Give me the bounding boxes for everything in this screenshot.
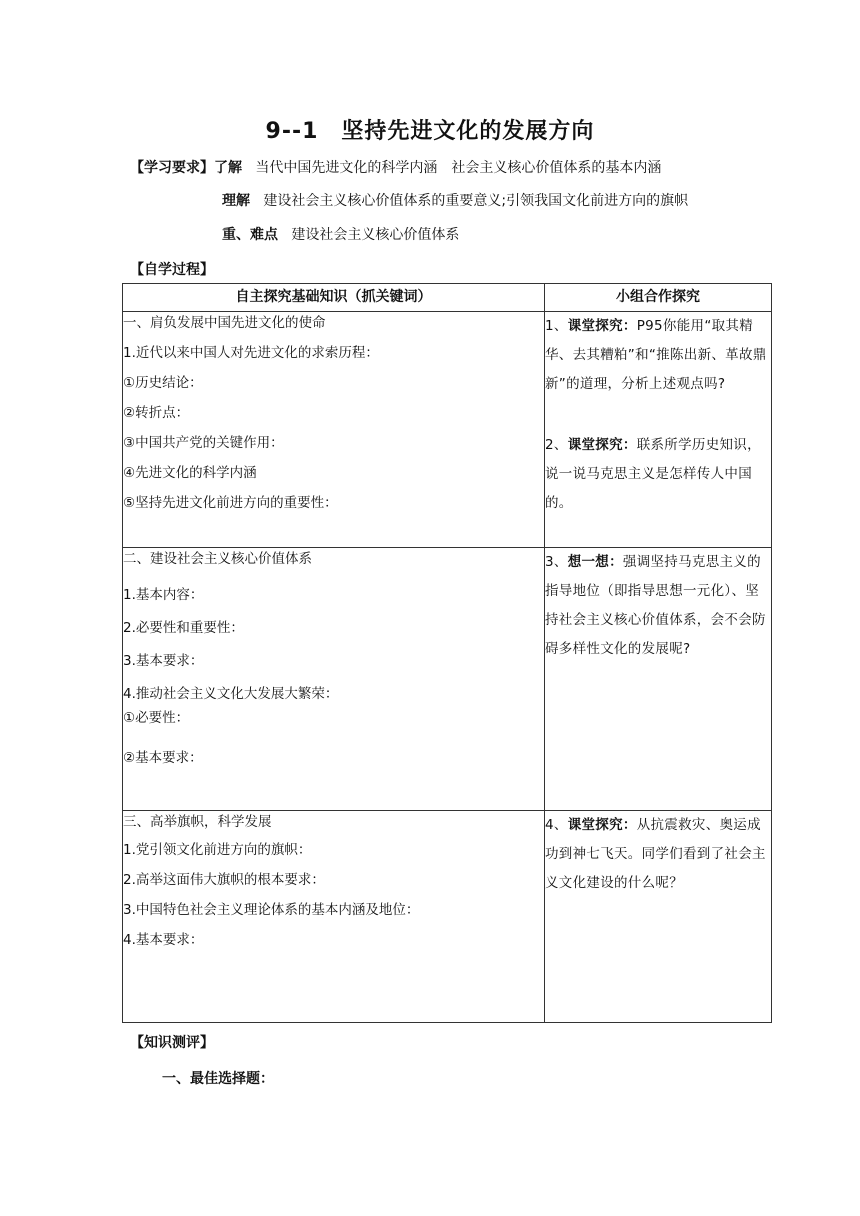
study-table bbox=[122, 283, 772, 1023]
section-1-right bbox=[545, 312, 772, 548]
key-label: 重、难点 bbox=[222, 227, 278, 243]
requirements-label: 【学习要求】 bbox=[130, 160, 214, 176]
section-2-line: 4.推动社会主义文化大发展大繁荣： bbox=[123, 686, 339, 702]
section-1-line: ④先进文化的科学内涵 bbox=[123, 465, 257, 481]
requirements-line-3 bbox=[222, 224, 459, 244]
section-2-line: ②基本要求： bbox=[123, 750, 203, 766]
section-2-line: 1.基本内容： bbox=[123, 587, 204, 603]
self-study-heading: 【自学过程】 bbox=[130, 262, 214, 278]
section-1-line: 1.近代以来中国人对先进文化的求索历程： bbox=[123, 345, 379, 361]
page-title: 9--1 坚持先进文化的发展方向 bbox=[265, 119, 595, 144]
section-1-line: ②转折点： bbox=[123, 405, 190, 421]
understand-label: 了解 bbox=[214, 160, 242, 176]
section-1-line: ③中国共产党的关键作用： bbox=[123, 435, 284, 451]
section-1-line: ①历史结论： bbox=[123, 375, 203, 391]
test-heading: 【知识测评】 bbox=[130, 1035, 214, 1051]
inquiry-1: 1、课堂探究：P95你能用“取其精华、去其糟粕”和“推陈出新、革故鼎新”的道理，分析上述观点吗? bbox=[545, 318, 767, 392]
section-1-line: 一、肩负发展中国先进文化的使命 bbox=[123, 315, 326, 331]
inquiry-2: 2、课堂探究：联系所学历史知识，说一说马克思主义是怎样传人中国的。 bbox=[545, 437, 761, 511]
key-text: 建设社会主义核心价值体系 bbox=[291, 227, 460, 243]
section-3-line: 2.高举这面伟大旗帜的根本要求： bbox=[123, 872, 325, 888]
test-subheading: 一、最佳选择题： bbox=[162, 1071, 274, 1087]
section-1-left bbox=[123, 312, 545, 548]
requirements-line-1 bbox=[130, 157, 661, 177]
understand-text: 当代中国先进文化的科学内涵 社会主义核心价值体系的基本内涵 bbox=[255, 160, 662, 176]
comprehend-label: 理解 bbox=[222, 193, 250, 209]
section-2-line: 二、建设社会主义核心价值体系 bbox=[123, 551, 312, 567]
section-3-left bbox=[123, 811, 545, 1023]
section-3-line: 三、高举旗帜，科学发展 bbox=[123, 814, 272, 830]
section-2-line: ①必要性： bbox=[123, 710, 190, 726]
inquiry-3: 3、想一想：强调坚持马克思主义的指导地位（即指导思想一元化）、坚持社会主义核心价值体系，会不会防碍多样性文化的发展呢? bbox=[545, 554, 766, 657]
section-2-line: 3.基本要求： bbox=[123, 653, 204, 669]
header-right: 小组合作探究 bbox=[545, 284, 772, 312]
header-left: 自主探究基础知识（抓关键词） bbox=[123, 284, 545, 312]
section-3-line: 3.中国特色社会主义理论体系的基本内涵及地位： bbox=[123, 902, 420, 918]
comprehend-text: 建设社会主义核心价值体系的重要意义;引领我国文化前进方向的旗帜 bbox=[263, 193, 689, 209]
section-1-line: ⑤坚持先进文化前进方向的重要性： bbox=[123, 495, 338, 511]
section-3-line: 1.党引领文化前进方向的旗帜： bbox=[123, 842, 312, 858]
section-2-left bbox=[123, 548, 545, 811]
section-3-right bbox=[545, 811, 772, 1023]
inquiry-4: 4、课堂探究：从抗震救灾、奥运成功到神七飞天。同学们看到了社会主义文化建设的什么呢？ bbox=[545, 817, 766, 891]
section-2-right bbox=[545, 548, 772, 811]
section-2-line: 2.必要性和重要性： bbox=[123, 620, 244, 636]
section-3-line: 4.基本要求： bbox=[123, 932, 204, 948]
requirements-line-2 bbox=[222, 190, 688, 210]
